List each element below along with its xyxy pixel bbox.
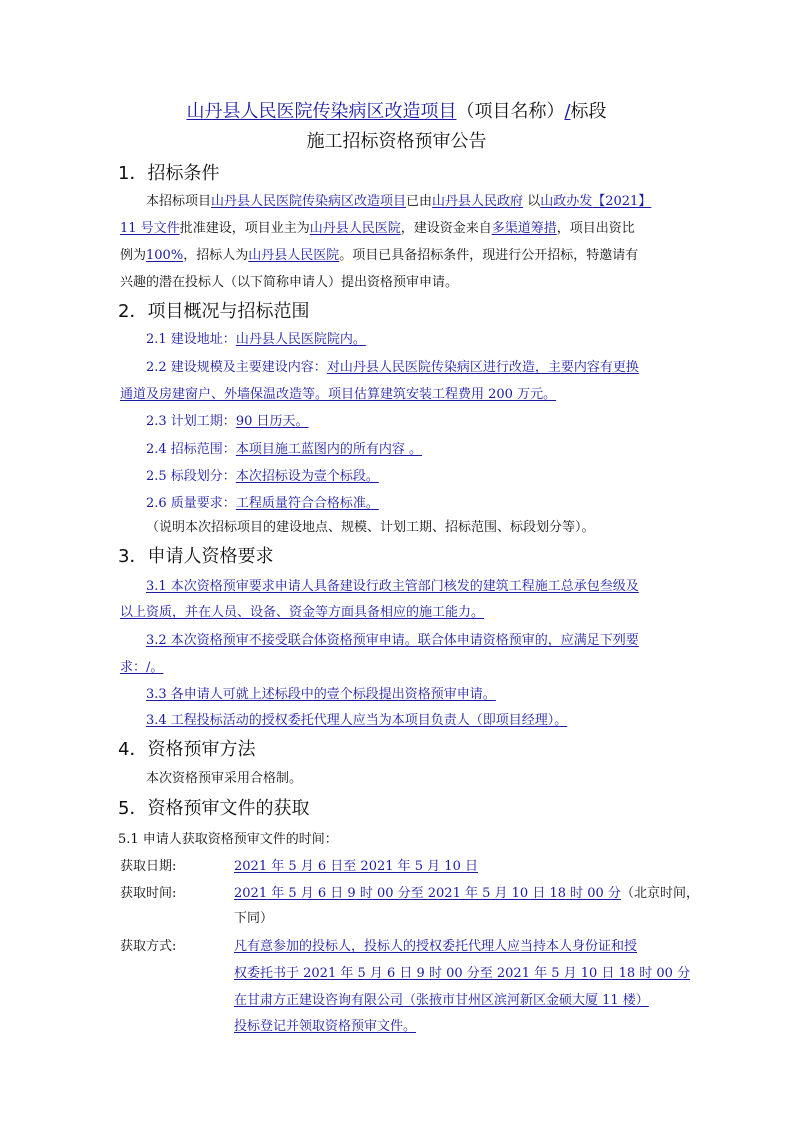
s2-item-2-cont[interactable]: 通道及房建窗户、外墙保温改造等。项目估算建筑安装工程费用 200 万元。: [120, 387, 557, 402]
s5-intro: 5.1 申请人获取资格预审文件的时间：: [118, 832, 338, 847]
time-label: 获取时间:: [120, 886, 177, 901]
fund-link[interactable]: 多渠道筹措: [491, 221, 557, 236]
s3-req-4[interactable]: 3.4 工程投标活动的授权委托代理人应当为本项目负责人（即项目经理）。: [146, 713, 568, 728]
s3-req-1[interactable]: 3.1 本次资格预审要求申请人具备建设行政主管部门核发的建筑工程施工总承包叁级及: [146, 579, 639, 594]
project-name-hint: （项目名称）: [456, 101, 565, 122]
date-value[interactable]: 2021 年 5 月 6 日至 2021 年 5 月 10 日: [234, 859, 478, 874]
section-1-heading: 1．招标条件: [118, 163, 220, 184]
s2-item-6: 2.6 质量要求：工程质量符合合格标准。: [146, 496, 379, 511]
time-value[interactable]: 2021 年 5 月 6 日 9 时 00 分至 2021 年 5 月 10 日 18 时 00 分: [234, 886, 621, 901]
time-note: （北京时间，: [620, 886, 699, 901]
s1-line-4: 兴趣的潜在投标人（以下简称申请人）提出资格预审申请。: [120, 275, 459, 290]
section-2-heading: 2．项目概况与招标范围: [118, 301, 310, 322]
s2-item-5: 2.5 标段划分：本次招标设为壹个标段。: [146, 469, 379, 484]
s3-req-3[interactable]: 3.3 各申请人可就上述标段中的壹个标段提出资格预审申请。: [146, 687, 496, 702]
ratio-link[interactable]: 100%: [146, 248, 184, 263]
s3-req-1-cont[interactable]: 以上资质，并在人员、设备、资金等方面具备相应的施工能力。: [120, 605, 485, 620]
s1-line-1: 本招标项目山丹县人民医院传染病区改造项目已由山丹县人民政府 以山政办发【2021】: [146, 194, 652, 209]
date-label: 获取日期:: [120, 859, 177, 874]
document-title: [0, 100, 793, 124]
project-name-link[interactable]: 山丹县人民医院传染病区改造项目: [186, 101, 457, 122]
document-subtitle: 施工招标资格预审公告: [306, 131, 487, 152]
duration-link[interactable]: 90 日历天。: [235, 414, 309, 429]
division-link[interactable]: 本次招标设为壹个标段。: [235, 469, 379, 484]
project-link[interactable]: 山丹县人民医院传染病区改造项目: [211, 194, 407, 209]
s2-item-4: 2.4 招标范围：本项目施工蓝图内的所有内容 。: [146, 442, 422, 457]
doc-number-link[interactable]: 11 号文件: [120, 221, 180, 236]
scope-link[interactable]: 本项目施工蓝图内的所有内容 。: [235, 442, 422, 457]
scale-link[interactable]: 对山丹县人民医院传染病区进行改造，主要内容有更换: [326, 360, 639, 375]
doc-no-link[interactable]: 山政办发: [540, 194, 593, 209]
s4-text: 本次资格预审采用合格制。: [146, 771, 303, 786]
time-value-line: [234, 880, 699, 907]
section-3-heading: 3．申请人资格要求: [118, 546, 274, 567]
section-suffix: 标段: [570, 101, 607, 122]
way-line-2[interactable]: 权委托书于 2021 年 5 月 6 日 9 时 00 分至 2021 年 5 月 10 日 18 时 00 分: [234, 966, 691, 981]
doc-year-link[interactable]: 【2021】: [592, 194, 652, 209]
gov-link[interactable]: 山丹县人民政府: [432, 194, 524, 209]
s3-req-2-cont[interactable]: 求：/。: [120, 660, 164, 675]
way-line-3[interactable]: 在甘肃方正建设咨询有限公司（张掖市甘州区滨河新区金硕大厦 11 楼）: [234, 993, 649, 1008]
s2-item-2: 2.2 建设规模及主要建设内容：对山丹县人民医院传染病区进行改造，主要内容有更换: [146, 360, 639, 375]
owner-link[interactable]: 山丹县人民医院: [309, 221, 401, 236]
section-1-body: [120, 188, 652, 296]
quality-link[interactable]: 工程质量符合合格标准。: [235, 496, 379, 511]
way-label: 获取方式:: [120, 939, 177, 954]
tenderer-link[interactable]: 山丹县人民医院: [248, 248, 340, 263]
s3-req-2[interactable]: 3.2 本次资格预审不接受联合体资格预审申请。联合体申请资格预审的，应满足下列要: [146, 633, 639, 648]
s2-item-3: 2.3 计划工期：90 日历天。: [146, 414, 309, 429]
way-line-4[interactable]: 投标登记并领取资格预审文件。: [234, 1019, 417, 1034]
time-note-cont: 下同）: [234, 911, 274, 926]
address-link[interactable]: 山丹县人民医院院内。: [235, 332, 366, 347]
s1-line-2: 11 号文件批准建设，项目业主为山丹县人民医院，建设资金来自多渠道筹措，项目出资比: [120, 221, 635, 236]
section-slash-link[interactable]: /: [564, 101, 571, 122]
s1-line-3: 例为100%，招标人为山丹县人民医院。项目已具备招标条件，现进行公开招标，特邀请有: [120, 248, 639, 263]
s2-item-1: 2.1 建设地址：山丹县人民医院院内。: [146, 332, 366, 347]
s2-note: （说明本次招标项目的建设地点、规模、计划工期、招标范围、标段划分等）。: [146, 520, 595, 535]
section-4-heading: 4．资格预审方法: [118, 739, 256, 760]
section-5-heading: 5．资格预审文件的获取: [118, 798, 310, 819]
way-line-1[interactable]: 凡有意参加的投标人，投标人的授权委托代理人应当持本人身份证和授: [234, 939, 638, 954]
